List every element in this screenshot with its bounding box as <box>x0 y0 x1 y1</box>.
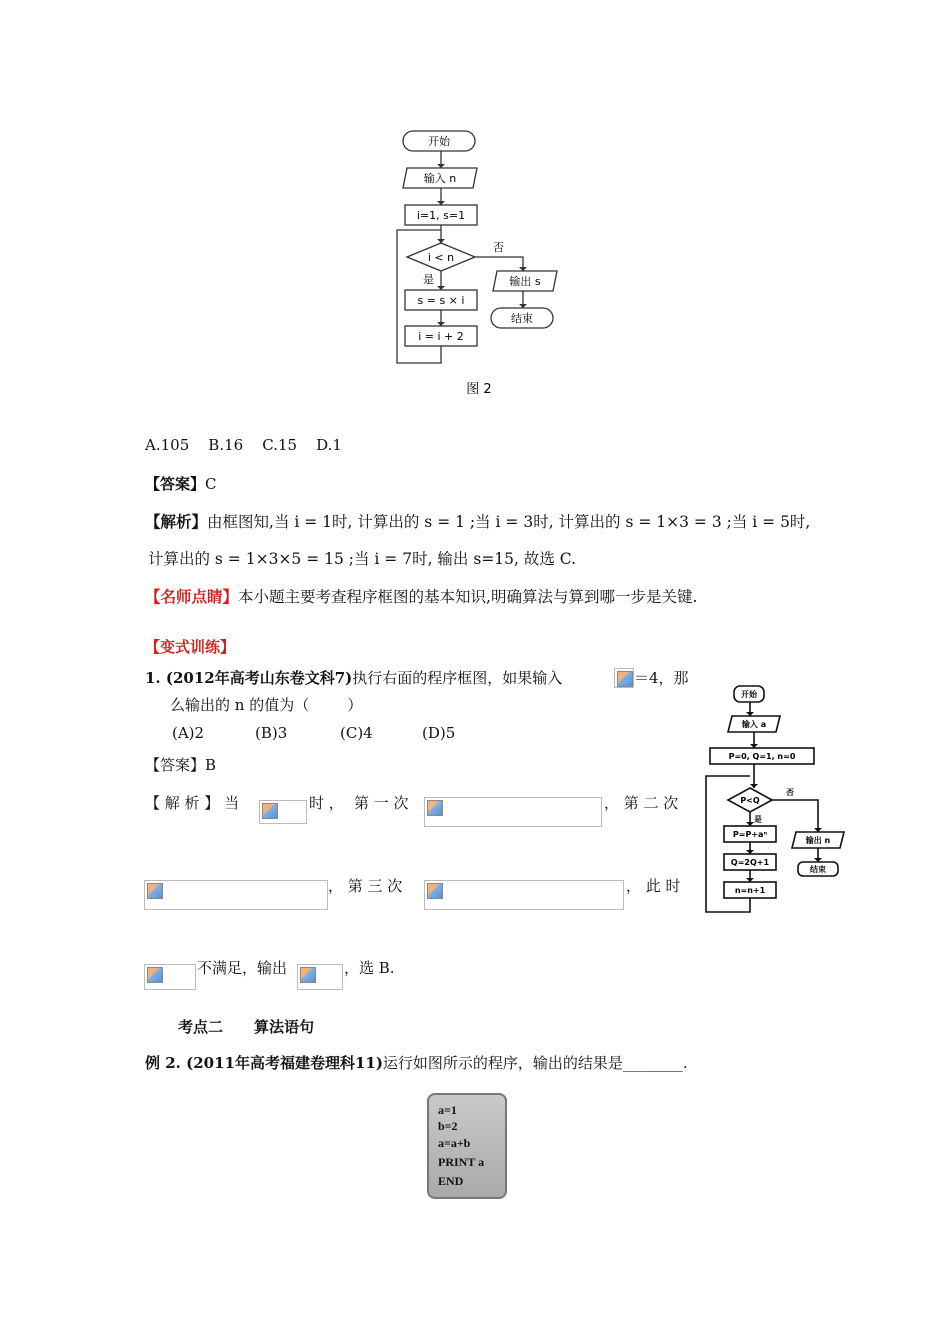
broken-image <box>424 880 624 910</box>
q1-option-a: (A)2 <box>172 724 205 742</box>
image-placeholder-icon <box>147 883 163 899</box>
image-placeholder-icon <box>300 967 316 983</box>
program-line: END <box>438 1174 464 1188</box>
answer-choices: A.105 B.16 C.15 D.1 <box>145 436 342 454</box>
q1-option-b: (B)3 <box>255 724 288 742</box>
q1-text-choose: ，选 B. <box>344 959 395 977</box>
broken-image <box>144 880 328 910</box>
fig2-no-label: 否 <box>493 241 504 254</box>
flowchart-figure-3 <box>700 680 860 920</box>
fig2-start: 开始 <box>428 135 450 148</box>
q1-text-now: ， 此 时 <box>626 877 681 895</box>
q1-stem-tail: ＝4，那 <box>634 669 689 687</box>
answer-value: C <box>205 475 217 493</box>
q1-text-second: ， 第 二 次 <box>604 794 679 812</box>
fig3-condition: P<Q <box>740 796 760 805</box>
image-placeholder-icon <box>262 803 278 819</box>
q1-option-c: (C)4 <box>340 724 373 742</box>
q1-answer: 【答案】B <box>145 756 217 774</box>
program-line: a=1 <box>438 1103 457 1117</box>
fig3-end: 结束 <box>810 865 826 874</box>
q1-stem <box>145 668 562 688</box>
fig3-start: 开始 <box>741 690 757 699</box>
fig2-input: 输入 n <box>423 172 457 185</box>
fig2-end: 结束 <box>511 312 533 325</box>
fig3-input: 输入 a <box>741 720 767 729</box>
tip-tag: 【名师点睛】 <box>145 587 239 606</box>
fig2-condition: i < n <box>427 251 455 264</box>
fig3-no-label: 否 <box>786 788 794 797</box>
analysis-tag: 【解析】 <box>145 512 208 531</box>
broken-image <box>259 800 307 824</box>
example-2-stem <box>145 1053 688 1073</box>
fig2-yes-label: 是 <box>423 273 434 286</box>
fig3-init: P=0, Q=1, n=0 <box>728 752 796 761</box>
fig2-caption: 图 2 <box>466 382 492 397</box>
q1-text-third: ， 第 三 次 <box>328 877 403 895</box>
q1-text-unsatisfied: 不满足，输出 <box>197 959 288 977</box>
q1-text-shi: 时 ， <box>309 794 344 812</box>
fig2-step1: s = s × i <box>417 294 465 307</box>
fig2-output: 输出 s <box>509 275 541 288</box>
tip-text: 本小题主要考查程序框图的基本知识,明确算法与算到哪一步是关键. <box>238 588 698 606</box>
image-placeholder-icon <box>427 800 443 816</box>
ex2-text: 运行如图所示的程序，输出的结果是________. <box>382 1054 688 1072</box>
broken-image <box>424 797 602 827</box>
answer-line <box>145 474 217 494</box>
image-placeholder-icon <box>147 967 163 983</box>
ex2-source: 例 2. (2011年高考福建卷理科11) <box>145 1054 383 1072</box>
program-box <box>427 1093 507 1199</box>
q1-text-first: 第 一 次 <box>354 794 409 812</box>
fig3-step2: Q=2Q+1 <box>730 858 770 867</box>
q1-source: 1. (2012年高考山东卷文科7) <box>145 669 353 687</box>
flowchart-figure-2 <box>385 125 585 405</box>
analysis-line-2: 计算出的 s = 1×3×5 = 15 ;当 i = 7时, 输出 s=15, 故选 C. <box>148 550 577 568</box>
fig3-output: 输出 n <box>805 836 831 845</box>
q1-option-d: (D)5 <box>422 724 456 742</box>
program-line: PRINT a <box>438 1155 485 1169</box>
analysis-line-1 <box>145 512 810 532</box>
fig2-step2: i = i + 2 <box>418 330 464 343</box>
q1-stem-line2: 么输出的 n 的值为（ ） <box>170 696 363 714</box>
fig3-yes-label: 是 <box>754 815 762 824</box>
program-line: a=a+b <box>438 1136 471 1150</box>
image-placeholder-icon <box>617 671 633 687</box>
broken-image-icon <box>614 668 634 688</box>
teacher-tip <box>145 587 697 607</box>
fig3-step1: P=P+aⁿ <box>732 830 768 839</box>
program-line: b=2 <box>438 1119 458 1133</box>
variant-heading: 【变式训练】 <box>145 638 236 656</box>
broken-image <box>144 964 196 990</box>
answer-tag: 【答案】 <box>145 475 206 493</box>
section-title: 算法语句 <box>254 1018 315 1036</box>
fig2-init: i=1, s=1 <box>416 209 466 222</box>
broken-image <box>297 964 343 990</box>
analysis-text-1: 由框图知,当 i = 1时, 计算出的 s = 1 ;当 i = 3时, 计算出的 s = 1×3 = 3 ;当 i = 5时, <box>207 513 811 531</box>
q1-stem-text: 执行右面的程序框图，如果输入 <box>352 669 563 687</box>
q1-analysis-tag: 【 解 析 】 当 <box>145 794 240 812</box>
fig3-step3: n=n+1 <box>734 886 766 895</box>
section-label: 考点二 <box>178 1018 224 1036</box>
image-placeholder-icon <box>427 883 443 899</box>
